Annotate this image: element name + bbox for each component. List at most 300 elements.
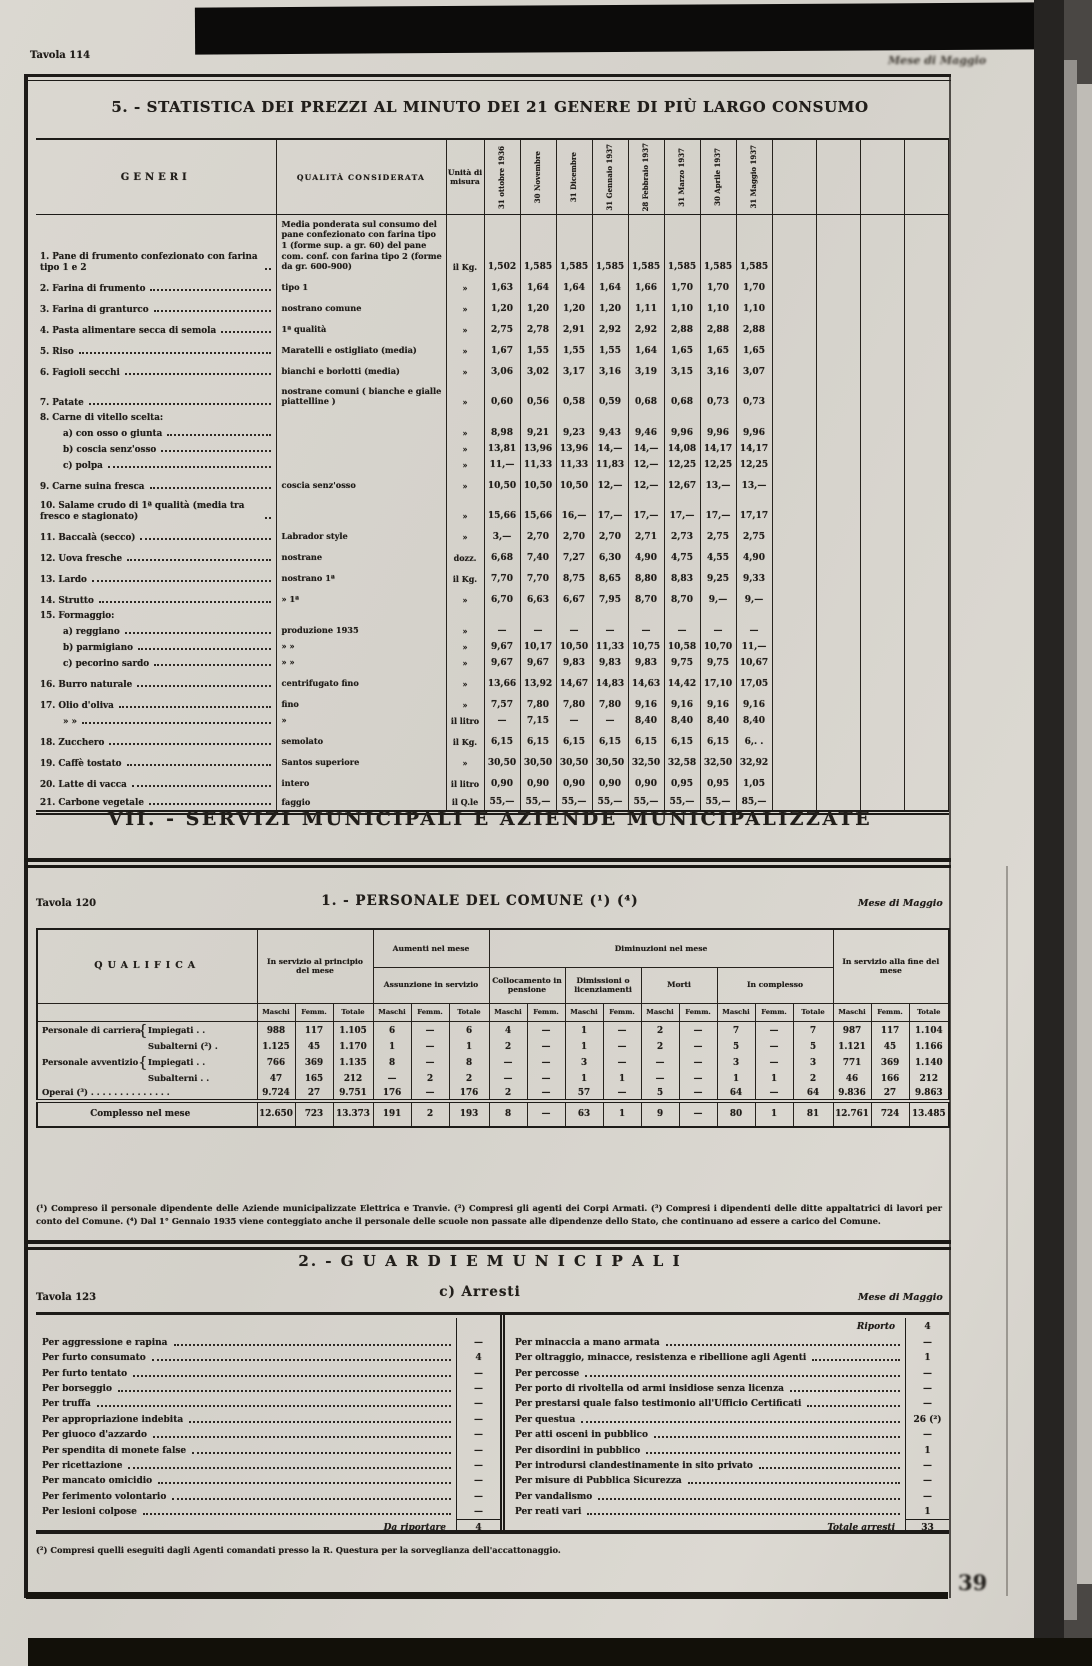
personale-total-cell: 13.373: [333, 1101, 373, 1127]
price-row: [36, 771, 948, 792]
maschi-subheader: Maschi: [641, 1003, 679, 1021]
frame-right-border: [949, 74, 951, 1598]
arrest-label: Per oltraggio, minacce, resistenza e ribellione agli Agenti: [515, 1353, 807, 1364]
price-value-cell: 3,16: [700, 359, 736, 380]
personale-value-cell: —: [641, 1053, 679, 1069]
arrest-value: —: [456, 1364, 500, 1379]
month-header: [664, 139, 700, 215]
price-value-cell: 6,15: [556, 729, 592, 750]
price-value-cell: 9,67: [520, 655, 556, 671]
empty-cell: [904, 639, 948, 655]
femm-subheader: Femm.: [295, 1003, 333, 1021]
price-value-cell: 6,67: [556, 587, 592, 608]
personale-value-cell: —: [679, 1037, 717, 1053]
prices-table: [36, 138, 949, 815]
empty-cell: [904, 713, 948, 729]
personale-value-cell: 27: [871, 1085, 909, 1101]
empty-cell: [772, 317, 816, 338]
qualita-cell: centrifugato fino: [276, 671, 446, 692]
empty-cell: [816, 639, 860, 655]
empty-cell: [816, 441, 860, 457]
dotted-leader: [688, 1482, 900, 1484]
personale-value-cell: 117: [871, 1021, 909, 1037]
arrest-label: Per prestarsi quale falso testimonio all'Ufficio Certificati: [515, 1399, 802, 1410]
maschi-subheader: Maschi: [373, 1003, 411, 1021]
price-row: [36, 380, 948, 410]
price-value-cell: 1,10: [736, 296, 772, 317]
personale-value-cell: 3: [793, 1053, 833, 1069]
price-value-cell: 13,—: [700, 473, 736, 494]
genere-label: 8. Carne di vitello scelta:: [40, 412, 164, 423]
genere-cell: [36, 338, 276, 359]
price-value-cell: 3,17: [556, 359, 592, 380]
personale-value-cell: 7: [793, 1021, 833, 1037]
price-value-cell: 1,05: [736, 771, 772, 792]
dotted-leader: [109, 743, 270, 745]
maschi-subheader: Maschi: [489, 1003, 527, 1021]
personale-value-cell: 1.170: [333, 1037, 373, 1053]
personale-value-cell: 2: [641, 1037, 679, 1053]
price-row: [36, 441, 948, 457]
price-value-cell: 9,96: [736, 425, 772, 441]
arrest-label: Per spendita di monete false: [42, 1445, 187, 1456]
personale-total-row: [37, 1101, 949, 1127]
personale-total-cell: 1: [603, 1101, 641, 1127]
personale-value-cell: —: [755, 1037, 793, 1053]
price-value-cell: [736, 608, 772, 623]
arrest-row: [515, 1472, 949, 1487]
arrest-value: —: [905, 1487, 949, 1502]
personale-value-cell: 1.105: [333, 1021, 373, 1037]
price-value-cell: 30,50: [520, 750, 556, 771]
prices-table-body: [36, 215, 948, 813]
empty-cell: [816, 215, 860, 275]
empty-cell: [904, 623, 948, 639]
price-value-cell: 32,92: [736, 750, 772, 771]
empty-cell: [904, 317, 948, 338]
arrest-row: [515, 1333, 949, 1348]
empty-cell: [860, 410, 904, 425]
price-value-cell: 1,70: [700, 275, 736, 296]
arresti-right-column: [500, 1315, 949, 1534]
empty-cell: [860, 655, 904, 671]
arrest-value: 4: [456, 1349, 500, 1364]
empty-cell: [772, 587, 816, 608]
price-value-cell: 13,92: [520, 671, 556, 692]
price-value-cell: [592, 608, 628, 623]
qualita-cell: [276, 441, 446, 457]
personale-total-cell: 81: [793, 1101, 833, 1127]
personale-total-cell: 13.485: [909, 1101, 949, 1127]
personale-value-cell: —: [373, 1069, 411, 1085]
price-value-cell: 6,15: [484, 729, 520, 750]
arrest-value: —: [905, 1472, 949, 1487]
genere-label: 17. Olio d'oliva: [40, 700, 114, 711]
price-value-cell: 1,70: [736, 275, 772, 296]
empty-cell: [772, 729, 816, 750]
arrest-label: Per introdursi clandestinamente in sito privato: [515, 1460, 753, 1471]
scan-artifact-right-dark: [1034, 0, 1064, 1666]
empty-cell: [860, 359, 904, 380]
unita-cell: »: [446, 494, 484, 524]
price-value-cell: 9,67: [484, 655, 520, 671]
arrest-value: —: [905, 1333, 949, 1348]
personale-value-cell: —: [679, 1069, 717, 1085]
arrest-value: —: [456, 1503, 500, 1518]
personale-total-cell: 193: [449, 1101, 489, 1127]
price-value-cell: 2,70: [592, 524, 628, 545]
arrest-label: Per furto tentato: [42, 1368, 128, 1379]
dotted-leader: [92, 580, 271, 582]
personale-value-cell: 2: [449, 1069, 489, 1085]
empty-cell: [816, 623, 860, 639]
price-row: [36, 623, 948, 639]
page-bottom-rule: [26, 1592, 948, 1599]
genere-cell: [36, 587, 276, 608]
qualita-cell: [276, 494, 446, 524]
personale-value-cell: 5: [717, 1037, 755, 1053]
genere-wrap: [36, 367, 276, 380]
personale-value-cell: 45: [871, 1037, 909, 1053]
guardie-title: 2. - G U A R D I E M U N I C I P A L I: [298, 1252, 682, 1270]
tavola-120-label: Tavola 120: [36, 898, 97, 909]
genere-wrap: [36, 532, 276, 545]
personale-value-cell: 1.166: [909, 1037, 949, 1053]
price-value-cell: —: [664, 623, 700, 639]
unita-cell: »: [446, 380, 484, 410]
price-value-cell: 9,83: [628, 655, 664, 671]
personale-value-cell: —: [411, 1037, 449, 1053]
price-value-cell: 0,56: [520, 380, 556, 410]
price-value-cell: 3,16: [592, 359, 628, 380]
qualita-cell: [276, 410, 446, 425]
price-value-cell: 6,15: [664, 729, 700, 750]
unita-cell: »: [446, 623, 484, 639]
genere-wrap: [36, 610, 276, 623]
personale-value-cell: 47: [257, 1069, 295, 1085]
qualita-cell: coscia senz'osso: [276, 473, 446, 494]
guardie-divider-rule: [24, 1240, 951, 1250]
genere-label: c) polpa: [63, 460, 103, 471]
qualita-cell: faggio: [276, 792, 446, 813]
month-header-text: 31 Marzo 1937: [677, 147, 687, 207]
price-value-cell: 9,16: [736, 692, 772, 713]
price-value-cell: 14,—: [592, 441, 628, 457]
empty-cell: [904, 655, 948, 671]
unita-cell: [446, 410, 484, 425]
arrest-row: [42, 1380, 500, 1395]
maschi-subheader: Maschi: [565, 1003, 603, 1021]
dotted-leader: [189, 1421, 451, 1423]
personale-value-cell: 1: [755, 1069, 793, 1085]
personale-total-cell: —: [527, 1101, 565, 1127]
arrest-value: —: [456, 1457, 500, 1472]
arrest-label: Per giuoco d'azzardo: [42, 1430, 147, 1441]
price-value-cell: 2,75: [736, 524, 772, 545]
genere-label: 4. Pasta alimentare secca di semola: [40, 325, 217, 336]
unita-cell: »: [446, 639, 484, 655]
empty-cell: [904, 545, 948, 566]
genere-label: 11. Baccalà (secco): [40, 532, 136, 543]
arresti-footnote: (²) Compresi quelli eseguiti dagli Agenti comandati presso la R. Questura per la sorveglianza dell'accattonaggio.: [36, 1545, 561, 1555]
morti-header: Morti: [641, 967, 717, 1003]
empty-cell: [816, 296, 860, 317]
personale-row: [37, 1021, 949, 1037]
price-value-cell: 6,. .: [736, 729, 772, 750]
arresti-table: [36, 1312, 949, 1534]
aumenti-header: Aumenti nel mese: [373, 929, 489, 967]
price-value-cell: 8,83: [664, 566, 700, 587]
section-vii-title: VII. - SERVIZI MUNICIPALI E AZIENDE MUNICIPALIZZATE: [107, 808, 873, 830]
arrest-row: [42, 1503, 500, 1518]
price-value-cell: 3,15: [664, 359, 700, 380]
qualifica-cell: [37, 1053, 257, 1069]
price-value-cell: 8,98: [484, 425, 520, 441]
price-value-cell: 8,40: [628, 713, 664, 729]
price-value-cell: 9,67: [484, 639, 520, 655]
arrest-value: —: [905, 1395, 949, 1410]
arrest-row: [42, 1410, 500, 1425]
empty-cell: [860, 713, 904, 729]
unita-cell: »: [446, 275, 484, 296]
arresti-mese-label: Mese di Maggio: [858, 1292, 943, 1303]
empty-cell: [772, 524, 816, 545]
price-value-cell: [592, 410, 628, 425]
price-value-cell: 14,63: [628, 671, 664, 692]
personale-value-cell: 1.135: [333, 1053, 373, 1069]
empty-cell: [904, 425, 948, 441]
femm-subheader: Femm.: [411, 1003, 449, 1021]
genere-cell: [36, 771, 276, 792]
personale-total-cell: 8: [489, 1101, 527, 1127]
price-value-cell: 55,—: [628, 792, 664, 813]
price-value-cell: 1,64: [520, 275, 556, 296]
dotted-leader: [79, 352, 271, 354]
price-value-cell: 7,95: [592, 587, 628, 608]
dotted-leader: [125, 373, 271, 375]
inizio-header: In servizio al principio del mese: [257, 929, 373, 1003]
empty-cell: [816, 729, 860, 750]
price-value-cell: 10,17: [520, 639, 556, 655]
totale-subheader: Totale: [449, 1003, 489, 1021]
genere-label: 3. Farina di granturco: [40, 304, 149, 315]
arrest-value: —: [905, 1380, 949, 1395]
price-value-cell: 1,64: [556, 275, 592, 296]
arrest-row: [42, 1364, 500, 1379]
empty-cell: [860, 473, 904, 494]
dotted-leader: [125, 632, 271, 634]
price-value-cell: 0,73: [736, 380, 772, 410]
qualita-cell: » »: [276, 639, 446, 655]
price-value-cell: 0,90: [628, 771, 664, 792]
dotted-leader: [150, 487, 271, 489]
dotted-leader: [149, 803, 271, 805]
empty-cell: [860, 338, 904, 359]
price-value-cell: 6,70: [484, 587, 520, 608]
empty-cell: [816, 608, 860, 623]
personale-value-cell: 45: [295, 1037, 333, 1053]
arrest-value: 1: [905, 1441, 949, 1456]
empty-column-header: [816, 139, 860, 215]
price-value-cell: 9,75: [700, 655, 736, 671]
personale-total-cell: 63: [565, 1101, 603, 1127]
month-header-text: 31 Dicembre: [569, 152, 579, 203]
price-value-cell: 9,83: [556, 655, 592, 671]
price-value-cell: 1,55: [556, 338, 592, 359]
personale-value-cell: 3: [717, 1053, 755, 1069]
qualita-header: QUALITÀ CONSIDERATA: [276, 139, 446, 215]
price-value-cell: 7,57: [484, 692, 520, 713]
empty-cell: [904, 750, 948, 771]
unita-cell: il Kg.: [446, 215, 484, 275]
qualifica-cell: [37, 1085, 257, 1101]
personale-value-cell: 1: [565, 1069, 603, 1085]
genere-wrap: [36, 500, 276, 524]
arrest-row: [42, 1349, 500, 1364]
price-value-cell: 4,90: [628, 545, 664, 566]
qualita-cell: nostrano comune: [276, 296, 446, 317]
genere-wrap: [36, 595, 276, 608]
personale-value-cell: 212: [333, 1069, 373, 1085]
price-value-cell: 0,58: [556, 380, 592, 410]
price-value-cell: 30,50: [592, 750, 628, 771]
personale-value-cell: 212: [909, 1069, 949, 1085]
unita-cell: »: [446, 296, 484, 317]
price-value-cell: 0,68: [664, 380, 700, 410]
frame-top-rule: [24, 74, 951, 81]
price-value-cell: 17,05: [736, 671, 772, 692]
arrest-row: [515, 1426, 949, 1441]
genere-label: a) con osso o giunta: [63, 428, 163, 439]
empty-cell: [860, 750, 904, 771]
price-value-cell: 1,585: [592, 215, 628, 275]
personale-value-cell: —: [489, 1069, 527, 1085]
price-row: [36, 524, 948, 545]
qualifica-group-label: Personale di carriera: [42, 1025, 141, 1035]
price-value-cell: 9,21: [520, 425, 556, 441]
personale-value-cell: 8: [449, 1053, 489, 1069]
empty-cell: [816, 713, 860, 729]
price-row: [36, 587, 948, 608]
personale-value-cell: 166: [871, 1069, 909, 1085]
personale-value-cell: 5: [793, 1037, 833, 1053]
price-value-cell: 8,75: [556, 566, 592, 587]
personale-value-cell: 4: [489, 1021, 527, 1037]
price-value-cell: [628, 608, 664, 623]
price-row: [36, 473, 948, 494]
genere-label: » »: [63, 716, 78, 727]
unita-cell: »: [446, 317, 484, 338]
price-value-cell: 9,43: [592, 425, 628, 441]
month-header: [700, 139, 736, 215]
price-row: [36, 671, 948, 692]
empty-cell: [772, 380, 816, 410]
qualita-cell: »: [276, 713, 446, 729]
unita-cell: »: [446, 655, 484, 671]
arrest-row: [42, 1457, 500, 1472]
dotted-leader: [127, 764, 271, 766]
empty-cell: [772, 608, 816, 623]
qualifica-label: Subalterni (²) .: [148, 1041, 218, 1051]
genere-cell: [36, 545, 276, 566]
price-value-cell: 12,25: [664, 457, 700, 473]
price-value-cell: 0,90: [484, 771, 520, 792]
genere-cell: [36, 410, 276, 425]
genere-wrap: [36, 658, 276, 671]
price-row: [36, 566, 948, 587]
dotted-leader: [161, 450, 270, 452]
arrest-label: Per lesioni colpose: [42, 1507, 137, 1518]
da-riportare-label: Da riportare: [383, 1523, 446, 1534]
arrest-value: —: [456, 1487, 500, 1502]
arrest-value: 1: [905, 1503, 949, 1518]
arrest-row: [42, 1472, 500, 1487]
scan-artifact-right-light: [1064, 60, 1077, 1620]
price-value-cell: 2,71: [628, 524, 664, 545]
empty-column-header: [860, 139, 904, 215]
dotted-leader: [132, 785, 271, 787]
price-row: [36, 608, 948, 623]
maschi-subheader: Maschi: [833, 1003, 871, 1021]
month-header-text: 31 ottobre 1936: [497, 145, 507, 209]
personale-value-cell: 64: [717, 1085, 755, 1101]
arrest-value: —: [905, 1364, 949, 1379]
qualita-cell: nostrane: [276, 545, 446, 566]
unita-cell: il Kg.: [446, 566, 484, 587]
personale-value-cell: 7: [717, 1021, 755, 1037]
empty-cell: [904, 494, 948, 524]
dotted-leader: [108, 466, 271, 468]
maschi-subheader: Maschi: [257, 1003, 295, 1021]
price-value-cell: [664, 410, 700, 425]
price-row: [36, 655, 948, 671]
unita-cell: »: [446, 671, 484, 692]
empty-cell: [816, 750, 860, 771]
unita-cell: »: [446, 587, 484, 608]
genere-wrap: [36, 737, 276, 750]
personale-value-cell: 1: [449, 1037, 489, 1053]
brace-glyph: {: [138, 1053, 148, 1071]
dotted-leader: [646, 1452, 900, 1454]
genere-wrap: [36, 460, 276, 473]
price-value-cell: —: [484, 623, 520, 639]
empty-cell: [904, 771, 948, 792]
personale-value-cell: —: [527, 1053, 565, 1069]
unita-cell: il litro: [446, 713, 484, 729]
dotted-leader: [118, 1390, 451, 1392]
price-value-cell: 8,40: [700, 713, 736, 729]
unita-cell: il Kg.: [446, 729, 484, 750]
qualita-cell: semolato: [276, 729, 446, 750]
dotted-leader: [221, 331, 270, 333]
genere-wrap: [36, 325, 276, 338]
price-value-cell: 55,—: [664, 792, 700, 813]
personale-row: [37, 1069, 949, 1085]
mese-maggio-stamp: Mese di Maggio: [888, 54, 987, 67]
personale-total-cell: 9: [641, 1101, 679, 1127]
empty-cell: [772, 623, 816, 639]
complesso-label: Complesso nel mese: [37, 1101, 257, 1127]
empty-cell: [772, 566, 816, 587]
personale-value-cell: 9.863: [909, 1085, 949, 1101]
price-row: [36, 639, 948, 655]
diminuzioni-header: Diminuzioni nel mese: [489, 929, 833, 967]
arrest-label: Per questua: [515, 1414, 576, 1425]
frame-left-border: [24, 74, 28, 1598]
month-header-text: 28 Febbraio 1937: [641, 143, 651, 212]
price-value-cell: 14,—: [628, 441, 664, 457]
qualifica-wrap: [38, 1087, 257, 1098]
